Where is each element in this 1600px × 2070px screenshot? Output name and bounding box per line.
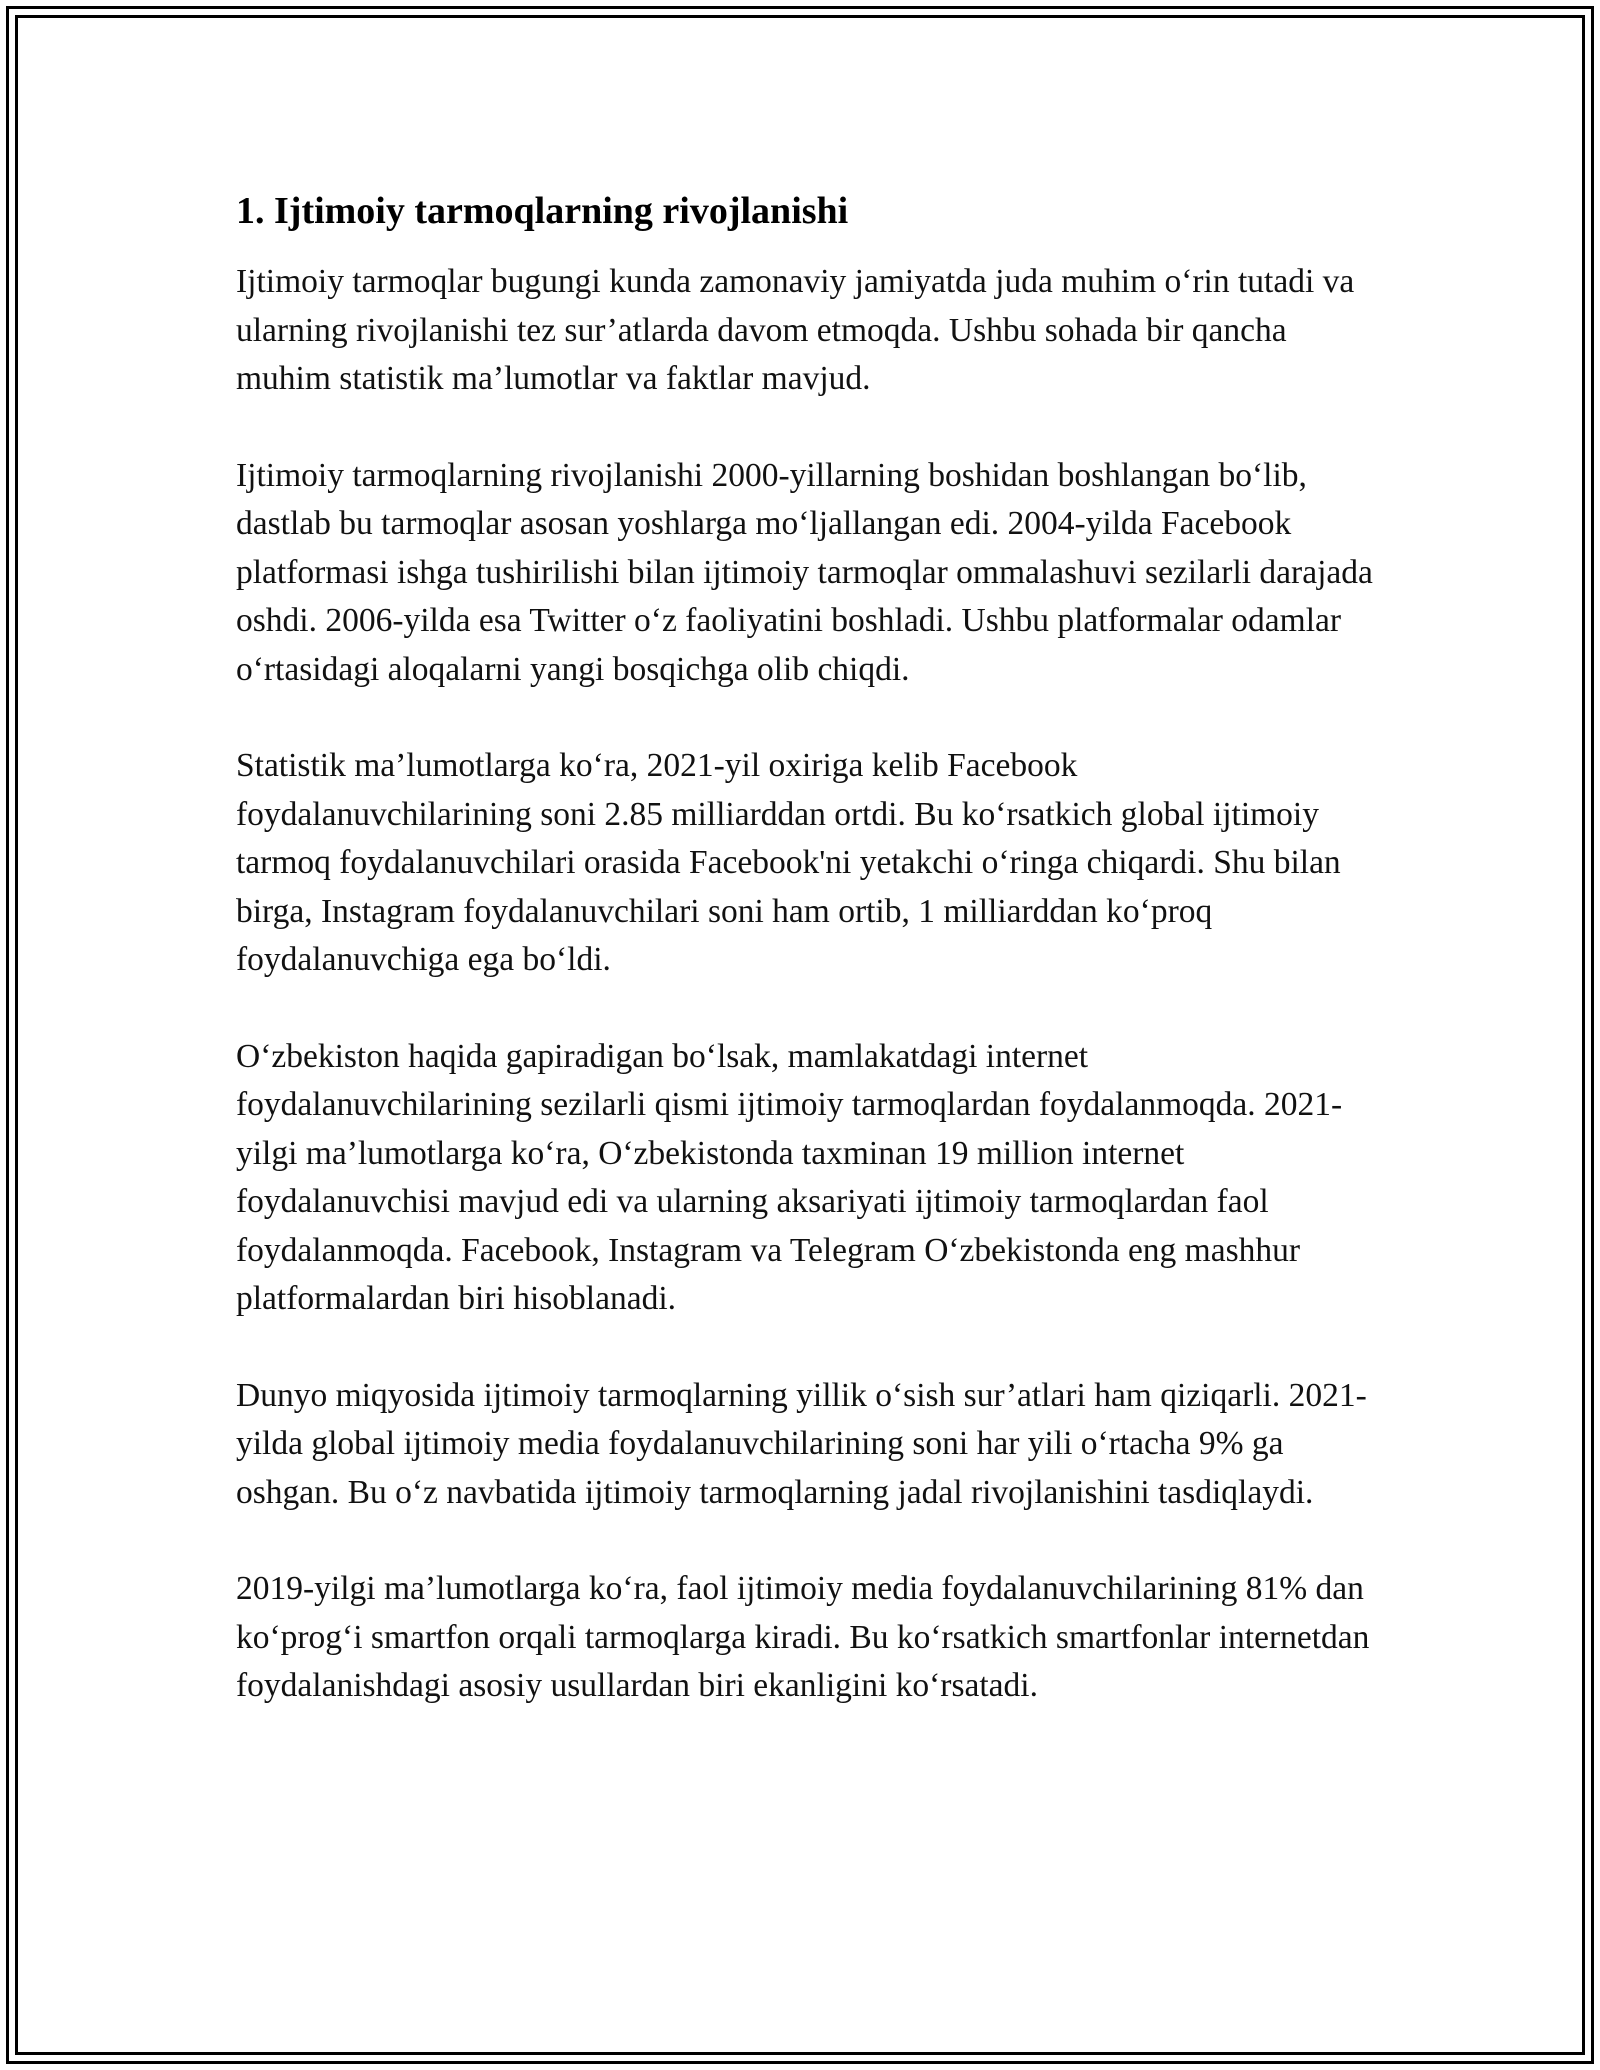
page-title: 1. Ijtimoiy tarmoqlarning rivojlanishi (236, 190, 849, 232)
paragraph-facebook-statistics: Statistik ma’lumotlarga ko‘ra, 2021-yil oxiriga kelib Facebook foydalanuvchilarining soni 2.85 milliarddan ortdi. Bu ko‘rsatkich global ijtimoiy tarmoq foydalanuvchilari orasida Facebook'ni yetakchi o‘ringa chiqardi. Shu bilan birga, Instagram foydalanuvchilari soni ham ortib, 1 milliarddan ko‘proq foydalanuvchiga ega bo‘ldi. (236, 747, 1341, 978)
paragraph-history: Ijtimoiy tarmoqlarning rivojlanishi 2000-yillarning boshidan boshlangan bo‘lib, dastlab bu tarmoqlar asosan yoshlarga mo‘ljallangan edi. 2004-yilda Facebook platformasi ishga tushirilishi bilan ijtimoiy tarmoqlar ommalashuvi sezilarli darajada oshdi. 2006-yilda esa Twitter o‘z faoliyatini boshladi. Ushbu platformalar odamlar o‘rtasidagi aloqalarni yangi bosqichga olib chiqdi. (236, 456, 1373, 688)
paragraph-intro: Ijtimoiy tarmoqlar bugungi kunda zamonaviy jamiyatda juda muhim o‘rin tutadi va ularning rivojlanishi tez sur’atlarda davom etmoqda. Ushbu sohada bir qancha muhim statistik ma’lumotlar va faktlar mavjud. (236, 263, 1355, 397)
document-body (236, 186, 1376, 1759)
paragraph-smartphone-usage: 2019-yilgi ma’lumotlarga ko‘ra, faol ijtimoiy media foydalanuvchilarining 81% dan ko‘prog‘i smartfon orqali tarmoqlarga kiradi. Bu ko‘rsatkich smartfonlar internetdan foydalanishdagi asosiy usullardan biri ekanligini ko‘rsatadi. (236, 1570, 1370, 1704)
paragraph-uzbekistan: O‘zbekiston haqida gapiradigan bo‘lsak, mamlakatdagi internet foydalanuvchilarining sezilarli qismi ijtimoiy tarmoqlardan foydalanmoqda. 2021-yilgi ma’lumotlarga ko‘ra, O‘zbekistonda taxminan 19 million internet foydalanuvchisi mavjud edi va ularning aksariyati ijtimoiy tarmoqlardan faol foydalanmoqda. Facebook, Instagram va Telegram O‘zbekistonda eng mashhur platformalardan biri hisoblanadi. (236, 1037, 1343, 1317)
paragraph-global-growth: Dunyo miqyosida ijtimoiy tarmoqlarning yillik o‘sish sur’atlari ham qiziqarli. 2021-yilda global ijtimoiy media foydalanuvchilarining soni har yili o‘rtacha 9% ga oshgan. Bu o‘z navbatida ijtimoiy tarmoqlarning jadal rivojlanishini tasdiqlaydi. (236, 1376, 1367, 1511)
